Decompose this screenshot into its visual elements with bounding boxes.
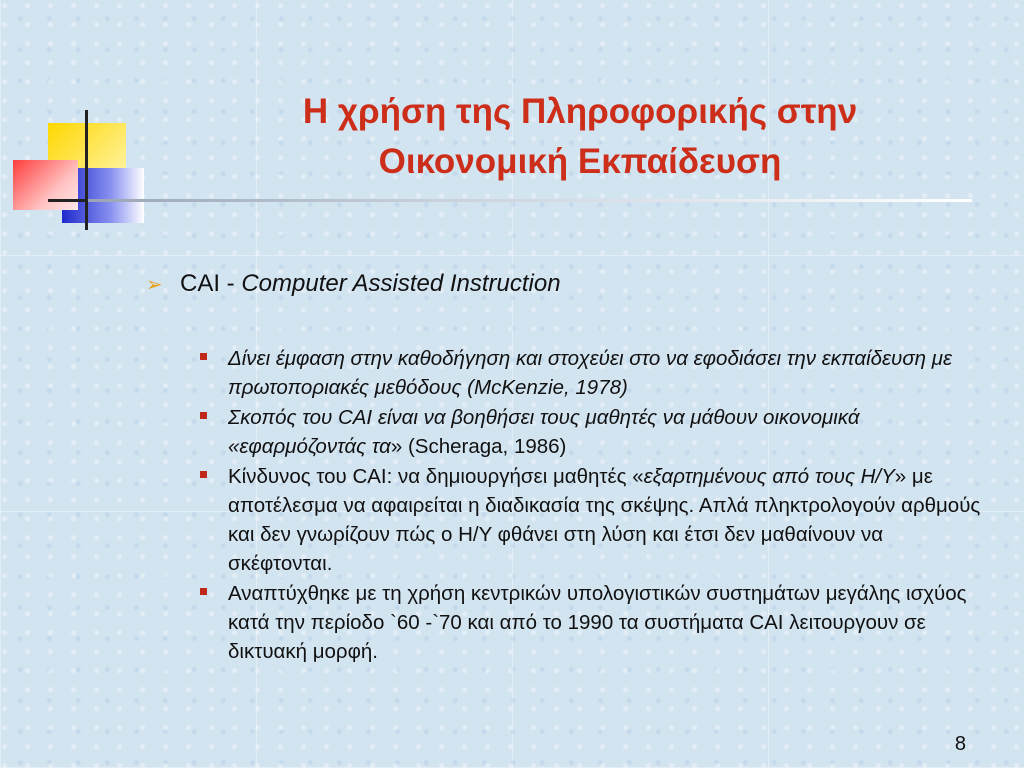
title-divider bbox=[88, 199, 972, 202]
item-text-end: » με αποτέλεσμα να αφαιρείται η διαδικασία της σκέψης. Απλά πληκτρολογούν αρθμούς και δεν γνωρίζουν πώς ο Η/Υ φθάνει στη λύση και έτσι δεν μαθαίνουν να σκέφτονται. bbox=[228, 465, 981, 575]
sub-bullet-list bbox=[200, 344, 990, 667]
item-text-italic: εξαρτημένους από τους Η/Υ bbox=[643, 465, 895, 488]
square-bullet-icon bbox=[200, 412, 207, 419]
main-bullet bbox=[146, 268, 986, 301]
title-line-1: Η χρήση της Πληροφορικής στην bbox=[302, 92, 858, 131]
logo-red-square bbox=[13, 160, 78, 210]
list-item bbox=[200, 579, 990, 666]
list-item bbox=[200, 403, 990, 461]
slide-title bbox=[180, 87, 980, 187]
main-bullet-italic: Computer Assisted Instruction bbox=[241, 270, 561, 297]
item-text-italic: Σκοπός του CAI είναι να βοηθήσει τους μαθητές να μάθουν οικονομικά «εφαρμόζοντάς τα bbox=[228, 406, 860, 458]
list-item bbox=[200, 462, 990, 578]
logo-vertical-line bbox=[85, 110, 88, 230]
arrow-bullet-icon: ➢ bbox=[146, 274, 163, 296]
square-bullet-icon bbox=[200, 471, 207, 478]
list-item bbox=[200, 344, 990, 402]
square-bullet-icon bbox=[200, 353, 207, 360]
title-line-2: Οικονομική Εκπαίδευση bbox=[378, 142, 782, 181]
item-text-start: Κίνδυνος του CAI: να δημιουργήσει μαθητές « bbox=[228, 465, 644, 488]
item-text: » (Scheraga, 1986) bbox=[390, 435, 567, 458]
page-number: 8 bbox=[954, 733, 966, 755]
square-bullet-icon bbox=[200, 588, 207, 595]
item-text: Αναπτύχθηκε με τη χρήση κεντρικών υπολογιστικών συστημάτων μεγάλης ισχύος κατά την περίοδο `60 -`70 και από το 1990 τα συστήματα CAI λειτουργουν σε δικτυακή μορφή. bbox=[228, 582, 967, 663]
item-text: Δίνει έμφαση στην καθοδήγηση και στοχεύει στο να εφοδιάσει την εκπαίδευση με πρωτοποριακές μεθόδους (McKenzie, 1978) bbox=[228, 347, 952, 399]
main-bullet-prefix: CAI - bbox=[180, 270, 242, 297]
decorative-logo bbox=[0, 0, 160, 240]
